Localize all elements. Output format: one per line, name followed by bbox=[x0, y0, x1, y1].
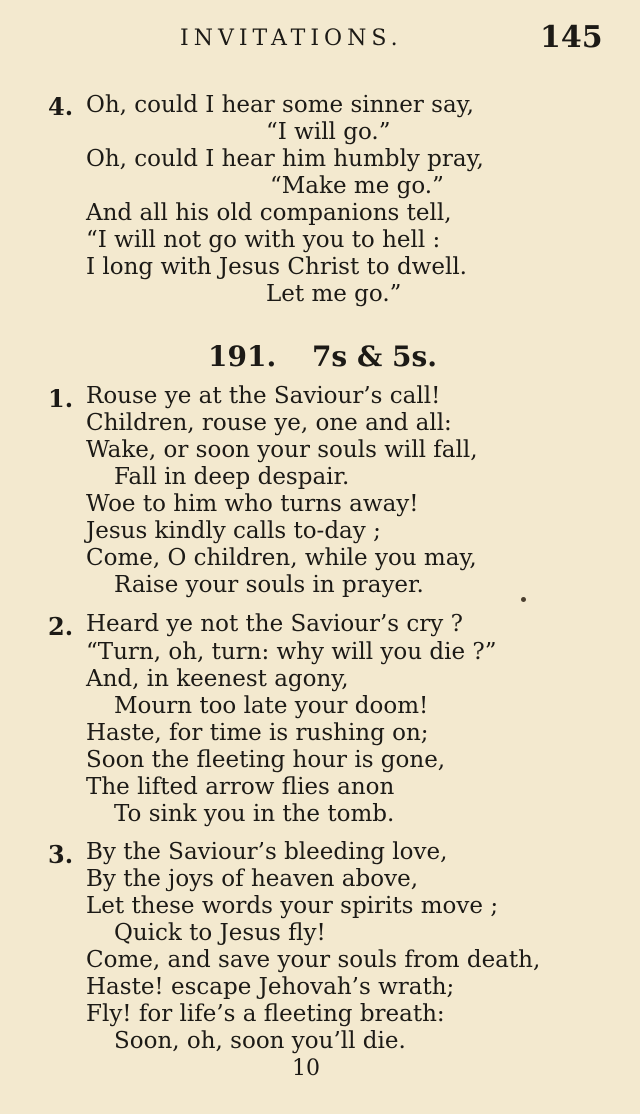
verse-line: “I will not go with you to hell : bbox=[86, 227, 441, 253]
verse-line: The lifted arrow flies anon bbox=[86, 774, 395, 800]
verse-line: Soon the fleeting hour is gone, bbox=[86, 747, 446, 773]
verse-line: Oh, could I hear him humbly pray, bbox=[86, 146, 484, 172]
page-number: 145 bbox=[540, 20, 603, 55]
stanza-number: 2. bbox=[48, 612, 74, 641]
verse-line: Children, rouse ye, one and all: bbox=[86, 410, 452, 436]
verse-line: “Make me go.” bbox=[270, 173, 444, 199]
verse-line: I long with Jesus Christ to dwell. bbox=[86, 254, 467, 280]
verse-line: “Turn, oh, turn: why will you die ?” bbox=[86, 639, 497, 665]
page-title: INVITATIONS. bbox=[180, 26, 403, 51]
verse-line: Raise your souls in prayer. bbox=[114, 572, 424, 598]
verse-line: To sink you in the tomb. bbox=[114, 801, 395, 827]
verse-line: Heard ye not the Saviour’s cry ? bbox=[86, 611, 463, 637]
verse-line: And all his old companions tell, bbox=[86, 200, 452, 226]
verse-line: “I will go.” bbox=[266, 119, 391, 145]
verse-line: Fall in deep despair. bbox=[114, 464, 350, 490]
verse-line: Rouse ye at the Saviour’s call! bbox=[86, 383, 441, 409]
verse-line: Haste, for time is rushing on; bbox=[86, 720, 429, 746]
verse-line: Woe to him who turns away! bbox=[86, 491, 419, 517]
hymn-number: 191. bbox=[208, 340, 277, 373]
verse-line: Wake, or soon your souls will fall, bbox=[86, 437, 478, 463]
hymn-meter: 7s & 5s. bbox=[311, 340, 437, 373]
stanza-number: 1. bbox=[48, 384, 74, 413]
verse-line: Oh, could I hear some sinner say, bbox=[86, 92, 474, 118]
verse-line: Come, and save your souls from death, bbox=[86, 947, 541, 973]
signature-mark: 10 bbox=[292, 1056, 320, 1081]
hymn-heading bbox=[208, 340, 437, 373]
verse-line: Fly! for life’s a fleeting breath: bbox=[86, 1001, 445, 1027]
verse-line: By the joys of heaven above, bbox=[86, 866, 419, 892]
verse-line: Let these words your spirits move ; bbox=[86, 893, 499, 919]
verse-line: Come, O children, while you may, bbox=[86, 545, 477, 571]
verse-line: Jesus kindly calls to-day ; bbox=[86, 518, 381, 544]
verse-line: And, in keenest agony, bbox=[86, 666, 349, 692]
stanza-number: 3. bbox=[48, 840, 74, 869]
stanza-number: 4. bbox=[48, 92, 74, 121]
verse-line: Haste! escape Jehovah’s wrath; bbox=[86, 974, 455, 1000]
verse-line: Let me go.” bbox=[266, 281, 402, 307]
verse-line: Soon, oh, soon you’ll die. bbox=[114, 1028, 406, 1054]
ink-speck bbox=[521, 597, 526, 602]
verse-line: Quick to Jesus fly! bbox=[114, 920, 326, 946]
verse-line: Mourn too late your doom! bbox=[114, 693, 429, 719]
verse-line: By the Saviour’s bleeding love, bbox=[86, 839, 448, 865]
